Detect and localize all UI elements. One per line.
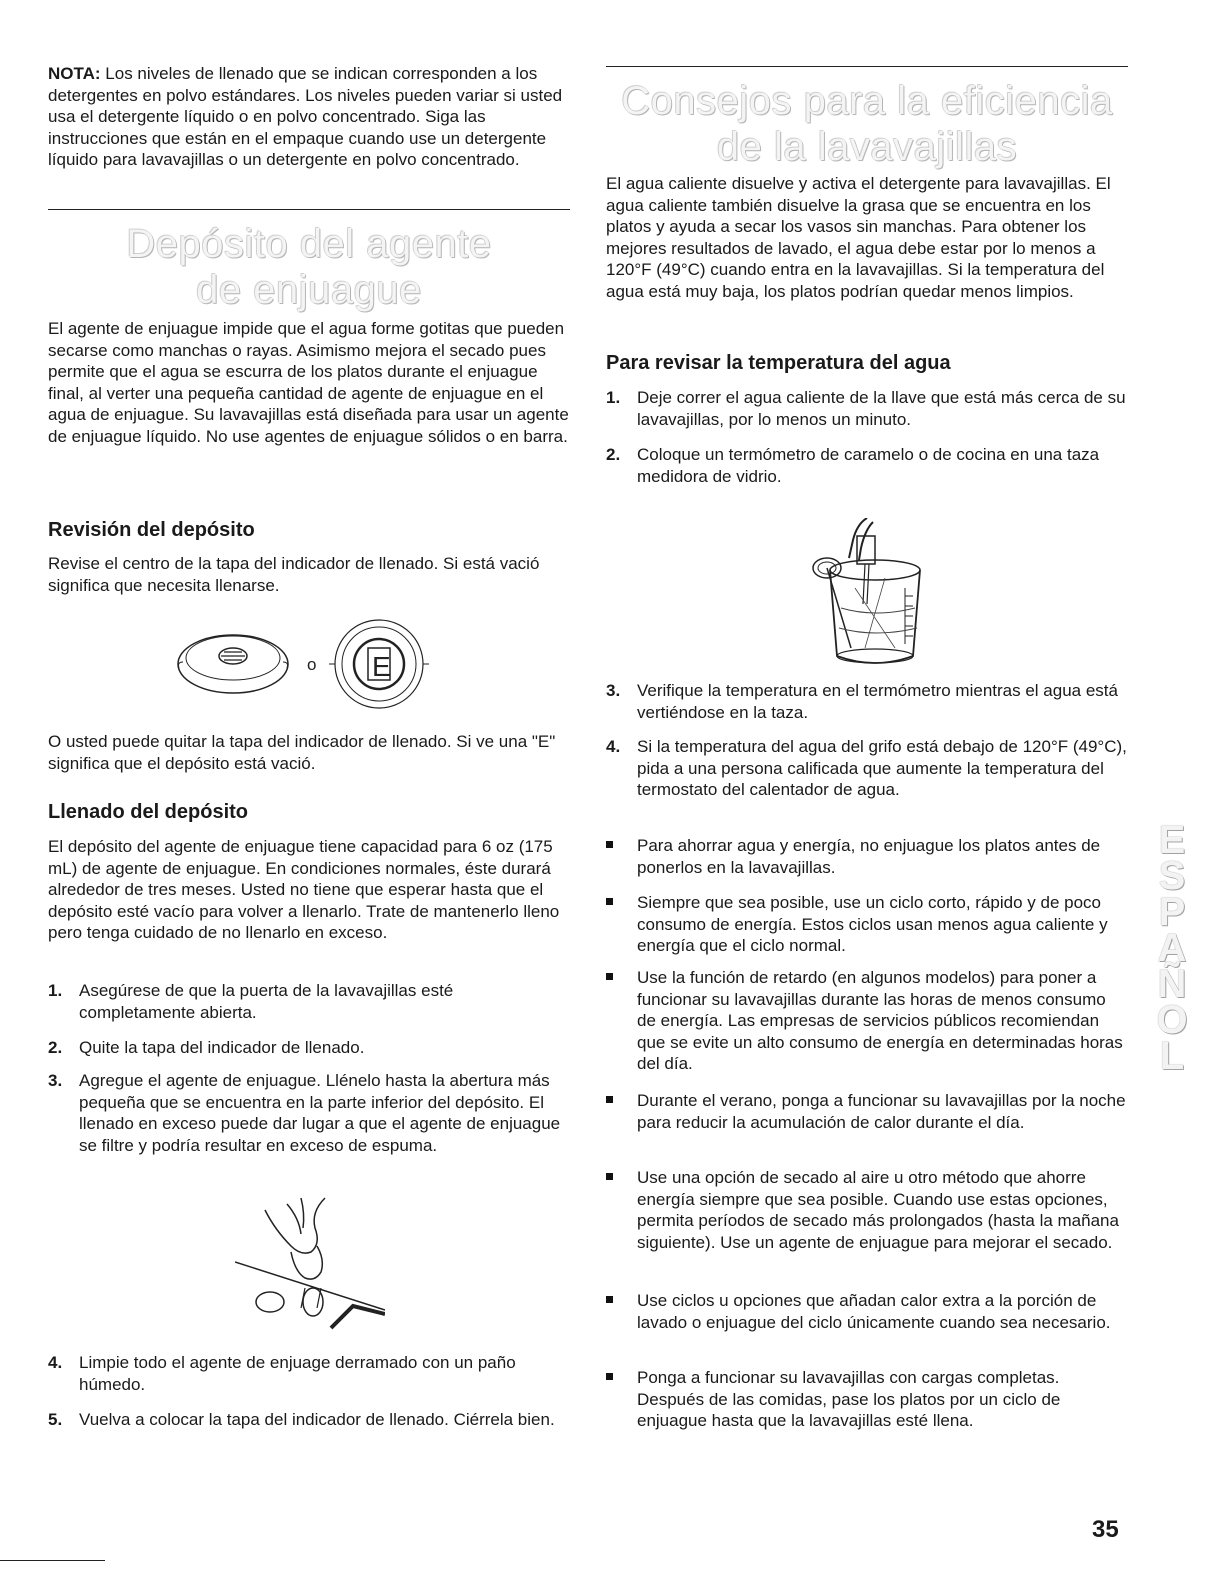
efficiency-title-line1: Consejos para la eficiencia: [621, 79, 1113, 123]
efficiency-title: [606, 78, 1128, 170]
efficiency-title-line2: de la lavavajillas: [716, 125, 1018, 169]
revision-text: Revise el centro de la tapa del indicador de llenado. Si está vació significa que necesita llenarse.: [48, 554, 540, 595]
efficiency-intro: El agua caliente disuelve y activa el detergente para lavavajillas. El agua caliente también disuelve la grasa que se encuentra en los platos y ayuda a secar los vasos sin manchas. Para obtener los mejores resultados de lavado, el agua debe estar por lo menos a 120°F (49°C) cuando entra en la lavavajillas. Si la temperatura del agua está muy baja, los platos podrían quedar menos limpios.: [606, 174, 1111, 301]
section-divider: [48, 209, 570, 210]
rinse-aid-title: [48, 221, 570, 313]
full-cap-icon: [178, 635, 288, 693]
temp-heading: Para revisar la temperatura del agua: [606, 352, 951, 374]
step-number: 5.: [48, 1410, 63, 1429]
fill-step-5: [48, 1409, 570, 1431]
tip-bullet-5: [606, 1167, 1128, 1253]
step-number: 1.: [606, 388, 621, 407]
temp-step-3: [606, 680, 1128, 723]
temp-step-4: [606, 736, 1128, 801]
tip-bullet-4: [606, 1090, 1128, 1133]
cap-letter: E: [372, 651, 391, 682]
fill-text: El depósito del agente de enjuague tiene capacidad para 6 oz (175 mL) de agente de enjuague. En condiciones normales, éste durará alrededor de tres meses. Usted no tiene que esperar hasta que el depósito esté vacío para volver a llenarlo. Trate de mantenerlo lleno pero tenga cuidado de no llenarlo en exceso.: [48, 837, 560, 942]
step-number: 2.: [48, 1038, 63, 1057]
tip-text: Durante el verano, ponga a funcionar su lavavajillas por la noche para reducir la acumulación de calor durante el día.: [637, 1091, 1126, 1132]
right-top-divider: [606, 66, 1128, 67]
footer-rule: [0, 1560, 105, 1561]
bullet-marker: [606, 973, 613, 980]
tip-bullet-6: [606, 1290, 1128, 1333]
tip-bullet-7: [606, 1367, 1128, 1432]
tip-bullet-3: [606, 967, 1128, 1075]
remove-cap-text: O usted puede quitar la tapa del indicador de llenado. Si ve una "E" significa que el depósito está vació.: [48, 732, 556, 773]
temp-step-2: [606, 444, 1128, 487]
cap-or-text: o: [307, 655, 317, 674]
step-number: 4.: [606, 737, 621, 756]
bullet-marker: [606, 898, 613, 905]
step-text: Asegúrese de que la puerta de la lavavajillas esté completamente abierta.: [79, 981, 454, 1022]
tip-bullet-1: [606, 835, 1128, 878]
step-text: Verifique la temperatura en el termómetro mientras el agua está vertiéndose en la taza.: [637, 681, 1118, 722]
tip-text: Use la función de retardo (en algunos modelos) para poner a funcionar su lavavajillas durante las horas de menos consumo de energía. Las empresas de servicios públicos recomiendan que se evite un alto consumo de energía en determinadas horas del día.: [637, 968, 1123, 1073]
revision-heading: Revisión del depósito: [48, 519, 255, 541]
bullet-marker: [606, 1096, 613, 1103]
rinse-aid-title-line2: de enjuague: [196, 268, 422, 312]
step-text: Coloque un termómetro de caramelo o de cocina en una taza medidora de vidrio.: [637, 445, 1100, 486]
fill-heading: Llenado del depósito: [48, 801, 249, 823]
bullet-marker: [606, 1296, 613, 1303]
step-text: Vuelva a colocar la tapa del indicador de llenado. Ciérrela bien.: [79, 1410, 555, 1429]
rinse-aid-intro: El agente de enjuague impide que el agua forme gotitas que pueden secarse como manchas o rayas. Asimismo mejora el secado pues permite que el agua se escurra de los platos durante el enjuague final, al verter una pequeña cantidad de agente de enjuague en el agua de enjuague. Su lavavajillas está diseñada para usar un agente de enjuague líquido. No use agentes de enjuague sólidos o en barra.: [48, 319, 569, 446]
fill-step-4: [48, 1352, 570, 1395]
tip-text: Use ciclos u opciones que añadan calor extra a la porción de lavado o enjuague del ciclo únicamente cuando sea necesario.: [637, 1291, 1111, 1332]
fill-step-2: [48, 1037, 570, 1059]
step-number: 1.: [48, 981, 63, 1000]
tip-text: Use una opción de secado al aire u otro método que ahorre energía siempre que sea posible. Cuando use estas opciones, permita períodos de secado más prolongados (hasta la mañana siguiente). Use un agente de enjuague para mejorar el secado.: [637, 1168, 1119, 1252]
note-label: NOTA:: [48, 64, 101, 83]
bullet-marker: [606, 1173, 613, 1180]
thermometer-cup-illustration: [805, 518, 935, 670]
page-number: 35: [1092, 1516, 1119, 1543]
tip-text: Ponga a funcionar su lavavajillas con cargas completas. Después de las comidas, pase los platos por un ciclo de enjuague hasta que la lavavajillas esté llena.: [637, 1368, 1061, 1430]
step-text: Quite la tapa del indicador de llenado.: [79, 1038, 365, 1057]
step-number: 3.: [48, 1071, 63, 1090]
step-text: Agregue el agente de enjuague. Llénelo hasta la abertura más pequeña que se encuentra en la parte inferior del depósito. El llenado en exceso puede dar lugar a que el agente de enjuague se filtre y podría resultar en exceso de espuma.: [79, 1071, 561, 1155]
fill-indicator-illustration: [175, 612, 435, 712]
tip-text: Para ahorrar agua y energía, no enjuague los platos antes de ponerlos en la lavavajillas.: [637, 836, 1101, 877]
language-side-tab: ESPAÑOL: [1150, 818, 1194, 1070]
bullet-marker: [606, 841, 613, 848]
temp-step-1: [606, 387, 1128, 430]
note-paragraph: [48, 63, 570, 171]
tip-bullet-2: [606, 892, 1128, 957]
step-text: Deje correr el agua caliente de la llave que está más cerca de su lavavajillas, por lo menos un minuto.: [637, 388, 1126, 429]
bullet-marker: [606, 1373, 613, 1380]
rinse-aid-title-line1: Depósito del agente: [126, 222, 492, 266]
step-text: Limpie todo el agente de enjuage derramado con un paño húmedo.: [79, 1353, 516, 1394]
pouring-rinse-aid-illustration: [235, 1192, 385, 1342]
fill-step-1: [48, 980, 570, 1023]
step-text: Si la temperatura del agua del grifo está debajo de 120°F (49°C), pida a una persona calificada que aumente la temperatura del termostato del calentador de agua.: [637, 737, 1127, 799]
note-text: Los niveles de llenado que se indican corresponden a los detergentes en polvo estándares. Los niveles pueden variar si usted usa el detergente líquido o en polvo concentrado. Siga las instrucciones que están en el empaque cuando use un detergente líquido para lavavajillas o un detergente en polvo concentrado.: [48, 64, 563, 169]
step-number: 2.: [606, 445, 621, 464]
empty-cap-icon: [329, 620, 429, 708]
step-number: 4.: [48, 1353, 63, 1372]
tip-text: Siempre que sea posible, use un ciclo corto, rápido y de poco consumo de energía. Estos ciclos usan menos agua caliente y energía que el ciclo normal.: [637, 893, 1108, 955]
step-number: 3.: [606, 681, 621, 700]
fill-step-3: [48, 1070, 570, 1156]
